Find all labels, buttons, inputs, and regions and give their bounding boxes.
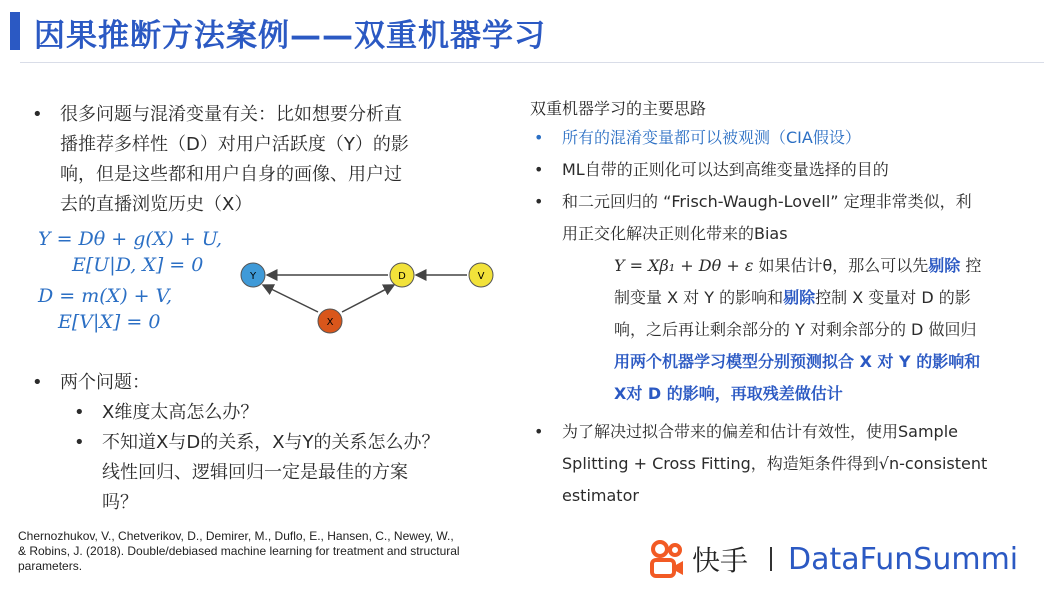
right-column xyxy=(530,96,1030,512)
equation-treatment xyxy=(38,283,172,335)
bullet-fwl xyxy=(530,186,1030,250)
bullet-text-line: 为了解决过拟合带来的偏差和估计有效性，使用Sample xyxy=(562,422,958,441)
explanation-text: 控 xyxy=(960,256,982,275)
explanation-line xyxy=(614,282,1030,314)
bullet-text-line: 和二元回归的 “Frisch-Waugh-Lovell” 定理非常类似，利 xyxy=(562,192,972,211)
bullet-regularization xyxy=(530,154,1030,186)
bullet-text-line: estimator xyxy=(562,486,639,505)
highlight-remove: 剔除 xyxy=(928,256,961,275)
title-accent-bar xyxy=(10,12,20,50)
sub-bullet-text-line: 吗？ xyxy=(102,492,138,513)
sub-bullet-relationship xyxy=(30,428,500,518)
highlight-line: 用两个机器学习模型分别预测拟合 X 对 Y 的影响和 xyxy=(614,352,981,371)
left-questions xyxy=(30,368,500,518)
bullet-text-line: 去的直播浏览历史（X） xyxy=(60,194,253,215)
node-y-label: Y xyxy=(249,271,257,282)
bullet-two-questions xyxy=(30,368,500,398)
reference-line: parameters. xyxy=(18,559,83,573)
bullet-text-line: 播推荐多样性（D）对用户活跃度（Y）的影 xyxy=(60,134,409,155)
equation-line: Y = Dθ + g(X) + U, xyxy=(38,228,223,250)
edge-x-to-d xyxy=(342,285,394,312)
sub-bullet-text: X维度太高怎么办？ xyxy=(102,402,259,423)
logo-chinese-text: 快手 xyxy=(692,544,749,577)
kuaishou-logo-icon xyxy=(648,539,686,579)
left-column xyxy=(30,100,500,220)
bullet-text-line: Splitting + Cross Fitting，构造矩条件得到√n-consistent xyxy=(562,454,988,473)
equation-line: E[V|X] = 0 xyxy=(58,311,161,333)
explanation-line: 响，之后再让剩余部分的 Y 对剩余部分的 D 做回归 xyxy=(614,320,977,339)
highlight-remove: 剔除 xyxy=(783,288,816,307)
bullet-confounders xyxy=(30,100,500,220)
reference-line: Chernozhukov, V., Chetverikov, D., Demirer, M., Duflo, E., Hansen, C., Newey, W., xyxy=(18,529,454,543)
sub-bullet-text-line: 不知道X与D的关系，X与Y的关系怎么办？ xyxy=(102,432,440,453)
bullet-dot: • xyxy=(534,160,544,179)
highlight-line: X对 D 的影响，再取残差做估计 xyxy=(614,384,843,403)
section-heading: 双重机器学习的主要思路 xyxy=(530,99,707,118)
bullet-dot: • xyxy=(534,192,544,211)
node-d-label: D xyxy=(398,271,406,282)
node-v-label: V xyxy=(477,271,485,282)
bullet-dot: • xyxy=(32,104,43,125)
regression-equation: Y = Xβ₁ + Dθ + ε xyxy=(614,256,754,275)
causal-dag xyxy=(230,245,510,340)
bullet-text: 两个问题： xyxy=(60,372,150,393)
bullet-text: 所有的混淆变量都可以被观测（CIA假设） xyxy=(562,128,861,147)
equation-line: D = m(X) + V, xyxy=(38,285,173,307)
bullet-cia xyxy=(530,122,1030,154)
bullet-dot: • xyxy=(32,372,43,393)
explanation-line xyxy=(614,250,1030,282)
logo-separator xyxy=(770,547,772,571)
bullet-dot: • xyxy=(74,432,85,453)
footer-logo xyxy=(648,536,1018,582)
title-divider xyxy=(20,62,1044,63)
bullet-dot: • xyxy=(74,402,85,423)
bullet-text-line: 很多问题与混淆变量有关：比如想要分析直 xyxy=(60,104,402,125)
bullet-dot: • xyxy=(534,128,544,147)
sub-bullet-text-line: 线性回归、逻辑回归一定是最佳的方案 xyxy=(102,462,408,483)
explanation-text: 如果估计θ，那么可以先 xyxy=(753,256,929,275)
reference-line: & Robins, J. (2018). Double/debiased machine learning for treatment and structural xyxy=(18,544,460,558)
equation-outcome xyxy=(38,226,222,278)
page-title: 因果推断方法案例——双重机器学习 xyxy=(34,18,546,54)
bullet-text: ML自带的正则化可以达到高维变量选择的目的 xyxy=(562,160,889,179)
explanation-text: 控制 X 变量对 D 的影 xyxy=(815,288,971,307)
sub-bullet-dimension xyxy=(30,398,500,428)
bullet-text-line: 响，但是这些都和用户自身的画像、用户过 xyxy=(60,164,402,185)
reference-citation xyxy=(18,529,538,574)
edge-x-to-y xyxy=(263,285,318,312)
bullet-dot: • xyxy=(534,422,544,441)
bullet-text-line: 用正交化解决正则化带来的Bias xyxy=(562,224,788,243)
equation-line: E[U|D, X] = 0 xyxy=(72,254,204,276)
explanation-text: 制变量 X 对 Y 的影响和 xyxy=(614,288,784,307)
node-x-label: X xyxy=(326,317,334,328)
logo-english-text: DataFunSummi xyxy=(788,541,1019,577)
bullet-cross-fitting xyxy=(530,416,1030,512)
fwl-explanation xyxy=(530,250,1030,410)
